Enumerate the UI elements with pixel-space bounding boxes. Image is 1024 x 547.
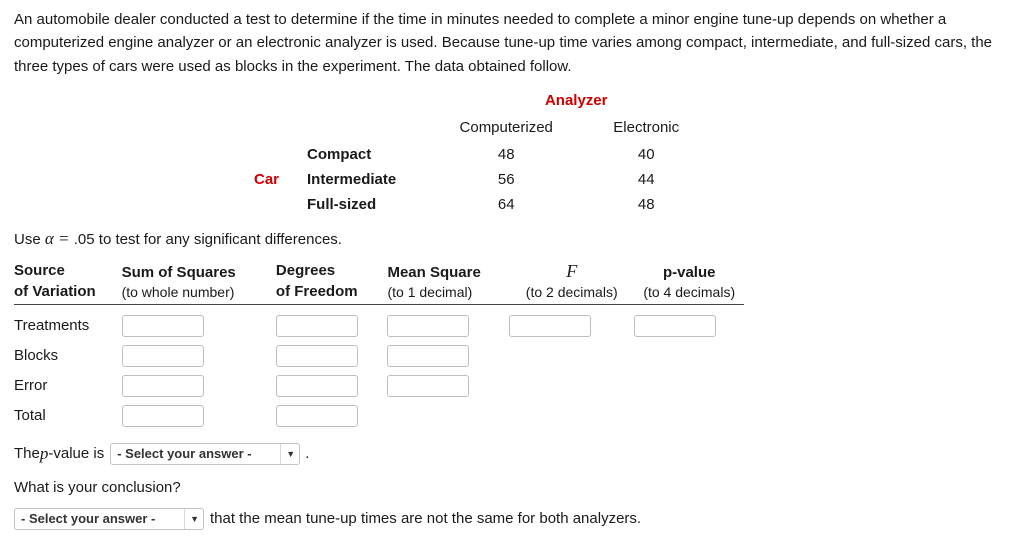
conclusion-answer-line bbox=[14, 508, 1010, 530]
cell-treatments-p bbox=[634, 315, 744, 337]
p-value-period: . bbox=[305, 445, 310, 463]
spacer-cell bbox=[244, 115, 297, 142]
header-sum-of-squares bbox=[122, 263, 276, 302]
table-row bbox=[244, 167, 716, 192]
anova-table bbox=[14, 259, 744, 431]
header-p-value bbox=[634, 263, 744, 302]
alpha-instruction bbox=[14, 229, 1010, 249]
alpha-symbol: α = bbox=[44, 228, 74, 248]
cell-fullsized-electronic: 48 bbox=[637, 195, 655, 213]
table-column-header-row bbox=[244, 115, 716, 142]
conclusion-question: What is your conclusion? bbox=[14, 478, 181, 496]
header-df-line2: of Freedom bbox=[275, 282, 358, 300]
alpha-suffix: to test for any significant differences. bbox=[94, 230, 342, 248]
observed-data-table bbox=[244, 88, 716, 217]
row-label-compact: Compact bbox=[307, 145, 372, 163]
column-header-computerized: Computerized bbox=[459, 118, 553, 136]
chevron-down-icon: ▼ bbox=[184, 509, 199, 529]
cell-compact-electronic: 40 bbox=[637, 145, 655, 163]
input-treatments-ss[interactable] bbox=[122, 315, 204, 337]
select-conclusion-label: - Select your answer - bbox=[21, 511, 156, 527]
cell-blocks-df bbox=[276, 345, 388, 367]
spacer-cell bbox=[297, 115, 436, 142]
table-row bbox=[244, 192, 716, 217]
cell-blocks-ms bbox=[387, 345, 509, 367]
chevron-down-icon: ▼ bbox=[280, 444, 295, 464]
cell-error-df bbox=[276, 375, 388, 397]
cell-error-ms bbox=[387, 375, 509, 397]
header-f bbox=[509, 259, 634, 302]
spacer-cell bbox=[244, 192, 297, 217]
input-treatments-ms[interactable] bbox=[387, 315, 469, 337]
cell-treatments-ms bbox=[387, 315, 509, 337]
data-table-container bbox=[14, 88, 1010, 217]
anova-row-treatments bbox=[14, 311, 744, 341]
cell-treatments-ss bbox=[122, 315, 276, 337]
anova-row-total bbox=[14, 401, 744, 431]
table-row bbox=[244, 142, 716, 167]
anova-row-error bbox=[14, 371, 744, 401]
header-degrees-of-freedom bbox=[276, 261, 388, 302]
input-blocks-df[interactable] bbox=[276, 345, 358, 367]
cell-intermediate-computerized: 56 bbox=[497, 170, 515, 188]
cell-treatments-f bbox=[509, 315, 634, 337]
select-p-value-label: - Select your answer - bbox=[117, 446, 252, 462]
conclusion-text: that the mean tune-up times are not the same for both analyzers. bbox=[210, 510, 642, 528]
cell-fullsized-computerized: 64 bbox=[497, 195, 515, 213]
spacer-cell bbox=[244, 142, 297, 167]
cell-total-df bbox=[276, 405, 388, 427]
anova-header-row bbox=[14, 259, 744, 305]
row-label-total: Total bbox=[14, 407, 46, 425]
input-error-ms[interactable] bbox=[387, 375, 469, 397]
problem-statement: An automobile dealer conducted a test to determine if the time in minutes needed to complete a minor engine tune-up depends on whether a computerized engine analyzer or an electronic analyzer is used. Because tune-up time varies among compact, intermediate, and full-sized cars, the three types of cars were used as blocks in the experiment. The data obtained follow. bbox=[14, 11, 993, 75]
row-label-full-sized: Full-sized bbox=[307, 195, 377, 213]
select-conclusion[interactable] bbox=[14, 508, 204, 530]
cell-error-ss bbox=[122, 375, 276, 397]
p-value-prefix: The bbox=[14, 445, 40, 463]
cell-intermediate-electronic: 44 bbox=[637, 170, 655, 188]
header-f-line1: F bbox=[566, 260, 578, 281]
input-treatments-f[interactable] bbox=[509, 315, 591, 337]
row-label-error: Error bbox=[14, 377, 48, 395]
input-treatments-df[interactable] bbox=[276, 315, 358, 337]
cell-total-ss bbox=[122, 405, 276, 427]
header-source-line1: Source bbox=[14, 262, 65, 280]
row-label-intermediate: Intermediate bbox=[307, 170, 397, 188]
header-p-line1: p-value bbox=[662, 263, 716, 281]
header-df-line1: Degrees bbox=[275, 262, 336, 280]
cell-compact-computerized: 48 bbox=[497, 145, 515, 163]
header-ss-line1: Sum of Squares bbox=[121, 263, 236, 281]
row-label-treatments: Treatments bbox=[14, 317, 90, 335]
input-error-df[interactable] bbox=[276, 375, 358, 397]
header-ms-line1: Mean Square bbox=[387, 263, 481, 281]
input-total-ss[interactable] bbox=[122, 405, 204, 427]
spacer-cell bbox=[297, 88, 436, 115]
anova-row-blocks bbox=[14, 341, 744, 371]
column-header-electronic: Electronic bbox=[613, 118, 680, 136]
p-value-mid: -value is bbox=[48, 445, 105, 463]
header-mean-square bbox=[387, 263, 509, 302]
table-group-header-row bbox=[244, 88, 716, 115]
p-italic: p bbox=[39, 443, 49, 463]
header-source bbox=[14, 261, 122, 302]
alpha-value: .05 bbox=[73, 230, 95, 248]
anova-body bbox=[14, 305, 744, 431]
row-label-blocks: Blocks bbox=[14, 347, 59, 365]
header-p-line2: (to 4 decimals) bbox=[643, 284, 736, 301]
input-blocks-ms[interactable] bbox=[387, 345, 469, 367]
header-f-line2: (to 2 decimals) bbox=[525, 284, 618, 301]
alpha-prefix: Use bbox=[14, 230, 45, 248]
select-p-value[interactable] bbox=[110, 443, 300, 465]
row-group-label-car: Car bbox=[254, 170, 280, 188]
input-total-df[interactable] bbox=[276, 405, 358, 427]
spacer-cell bbox=[244, 88, 297, 115]
input-blocks-ss[interactable] bbox=[122, 345, 204, 367]
input-error-ss[interactable] bbox=[122, 375, 204, 397]
input-treatments-p[interactable] bbox=[634, 315, 716, 337]
analyzer-group-header: Analyzer bbox=[544, 91, 608, 109]
header-ss-line2: (to whole number) bbox=[121, 284, 235, 301]
p-value-answer-line bbox=[14, 443, 1010, 465]
cell-blocks-ss bbox=[122, 345, 276, 367]
header-ms-line2: (to 1 decimal) bbox=[387, 284, 473, 301]
header-source-line2: of Variation bbox=[14, 282, 96, 300]
cell-treatments-df bbox=[276, 315, 388, 337]
